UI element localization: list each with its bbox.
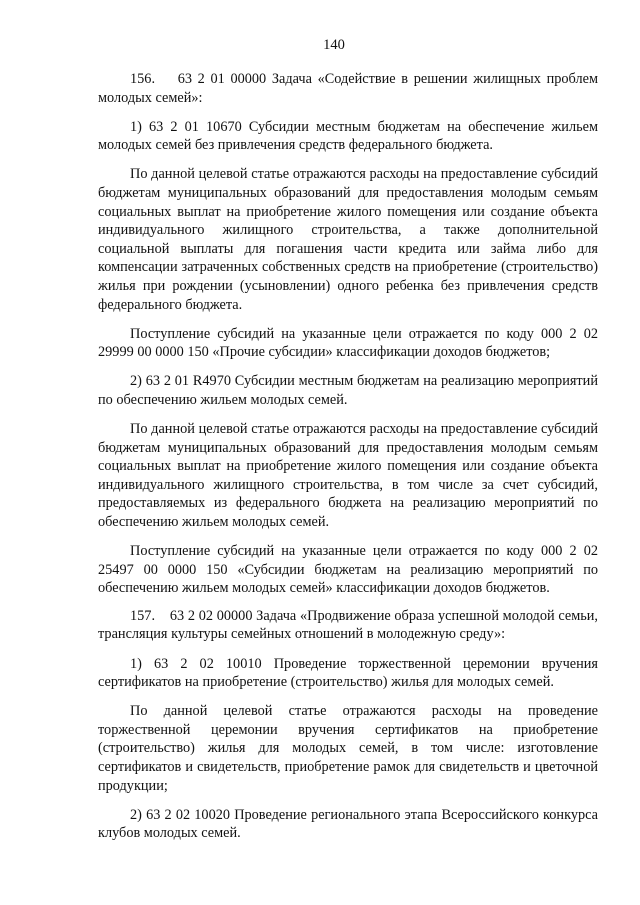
paragraph-157-heading: 157. 63 2 02 00000 Задача «Продвижение образа успешной молодой семьи, трансляция культуры семейных отношений в молодежную среду»: <box>98 607 598 643</box>
paragraph-item-2-description: По данной целевой статье отражаются расходы на предоставление субсидий бюджетам муниципальных образований для предоставления молодым семьям социальных выплат на приобретение жилого помещения или создание объекта индивидуального жилищного строительства, в том числе за счет субсидий, предоставляемых из федерального бюджета на реализацию мероприятий по обеспечению жильем молодых семей. <box>98 421 598 530</box>
page-number: 140 <box>323 37 345 53</box>
paragraph-157-item-2-title: 2) 63 2 02 10020 Проведение регионального этапа Всероссийского конкурса клубов молодых семей. <box>98 806 598 842</box>
paragraph-item-1-income-code: Поступление субсидий на указанные цели отражается по коду 000 2 02 29999 00 0000 150 «Прочие субсидии» классификации доходов бюджетов; <box>98 325 598 361</box>
paragraph-item-1-description: По данной целевой статье отражаются расходы на предоставление субсидий бюджетам муниципальных образований для предоставления молодым семьям социальных выплат на приобретение жилого помещения или создание объекта индивидуального жилищного строительства, а также дополнительной социальной выплаты для погашения части кредита или займа либо для компенсации затраченных собственных средств на приобретение (строительство) жилья при рождении (усыновлении) одного ребенка без привлечения средств федерального бюджета. <box>98 166 598 313</box>
paragraph-157-item-1-description: По данной целевой статье отражаются расходы на проведение торжественной церемонии вручения сертификатов на приобретение (строительство) жилья для молодых семей, в том числе: изготовление сертификатов и свидетельств, приобретение рамок для свидетельств и цветочной продукции; <box>98 703 598 794</box>
paragraph-item-1-title: 1) 63 2 01 10670 Субсидии местным бюджетам на обеспечение жильем молодых семей без привлечения средств федерального бюджета. <box>98 118 598 154</box>
paragraph-item-2-income-code: Поступление субсидий на указанные цели отражается по коду 000 2 02 25497 00 0000 150 «Субсидии бюджетам на реализацию мероприятий по обеспечению жильем молодых семей» классификации доходов бюджетов. <box>98 543 598 597</box>
paragraph-157-item-1-title: 1) 63 2 02 10010 Проведение торжественной церемонии вручения сертификатов на приобретение (строительство) жилья для молодых семей. <box>98 655 598 691</box>
document-body <box>98 70 598 853</box>
paragraph-item-2-title: 2) 63 2 01 R4970 Субсидии местным бюджетам на реализацию мероприятий по обеспечению жильем молодых семей. <box>98 373 598 408</box>
paragraph-156-heading: 156. 63 2 01 00000 Задача «Содействие в решении жилищных проблем молодых семей»: <box>98 71 598 106</box>
